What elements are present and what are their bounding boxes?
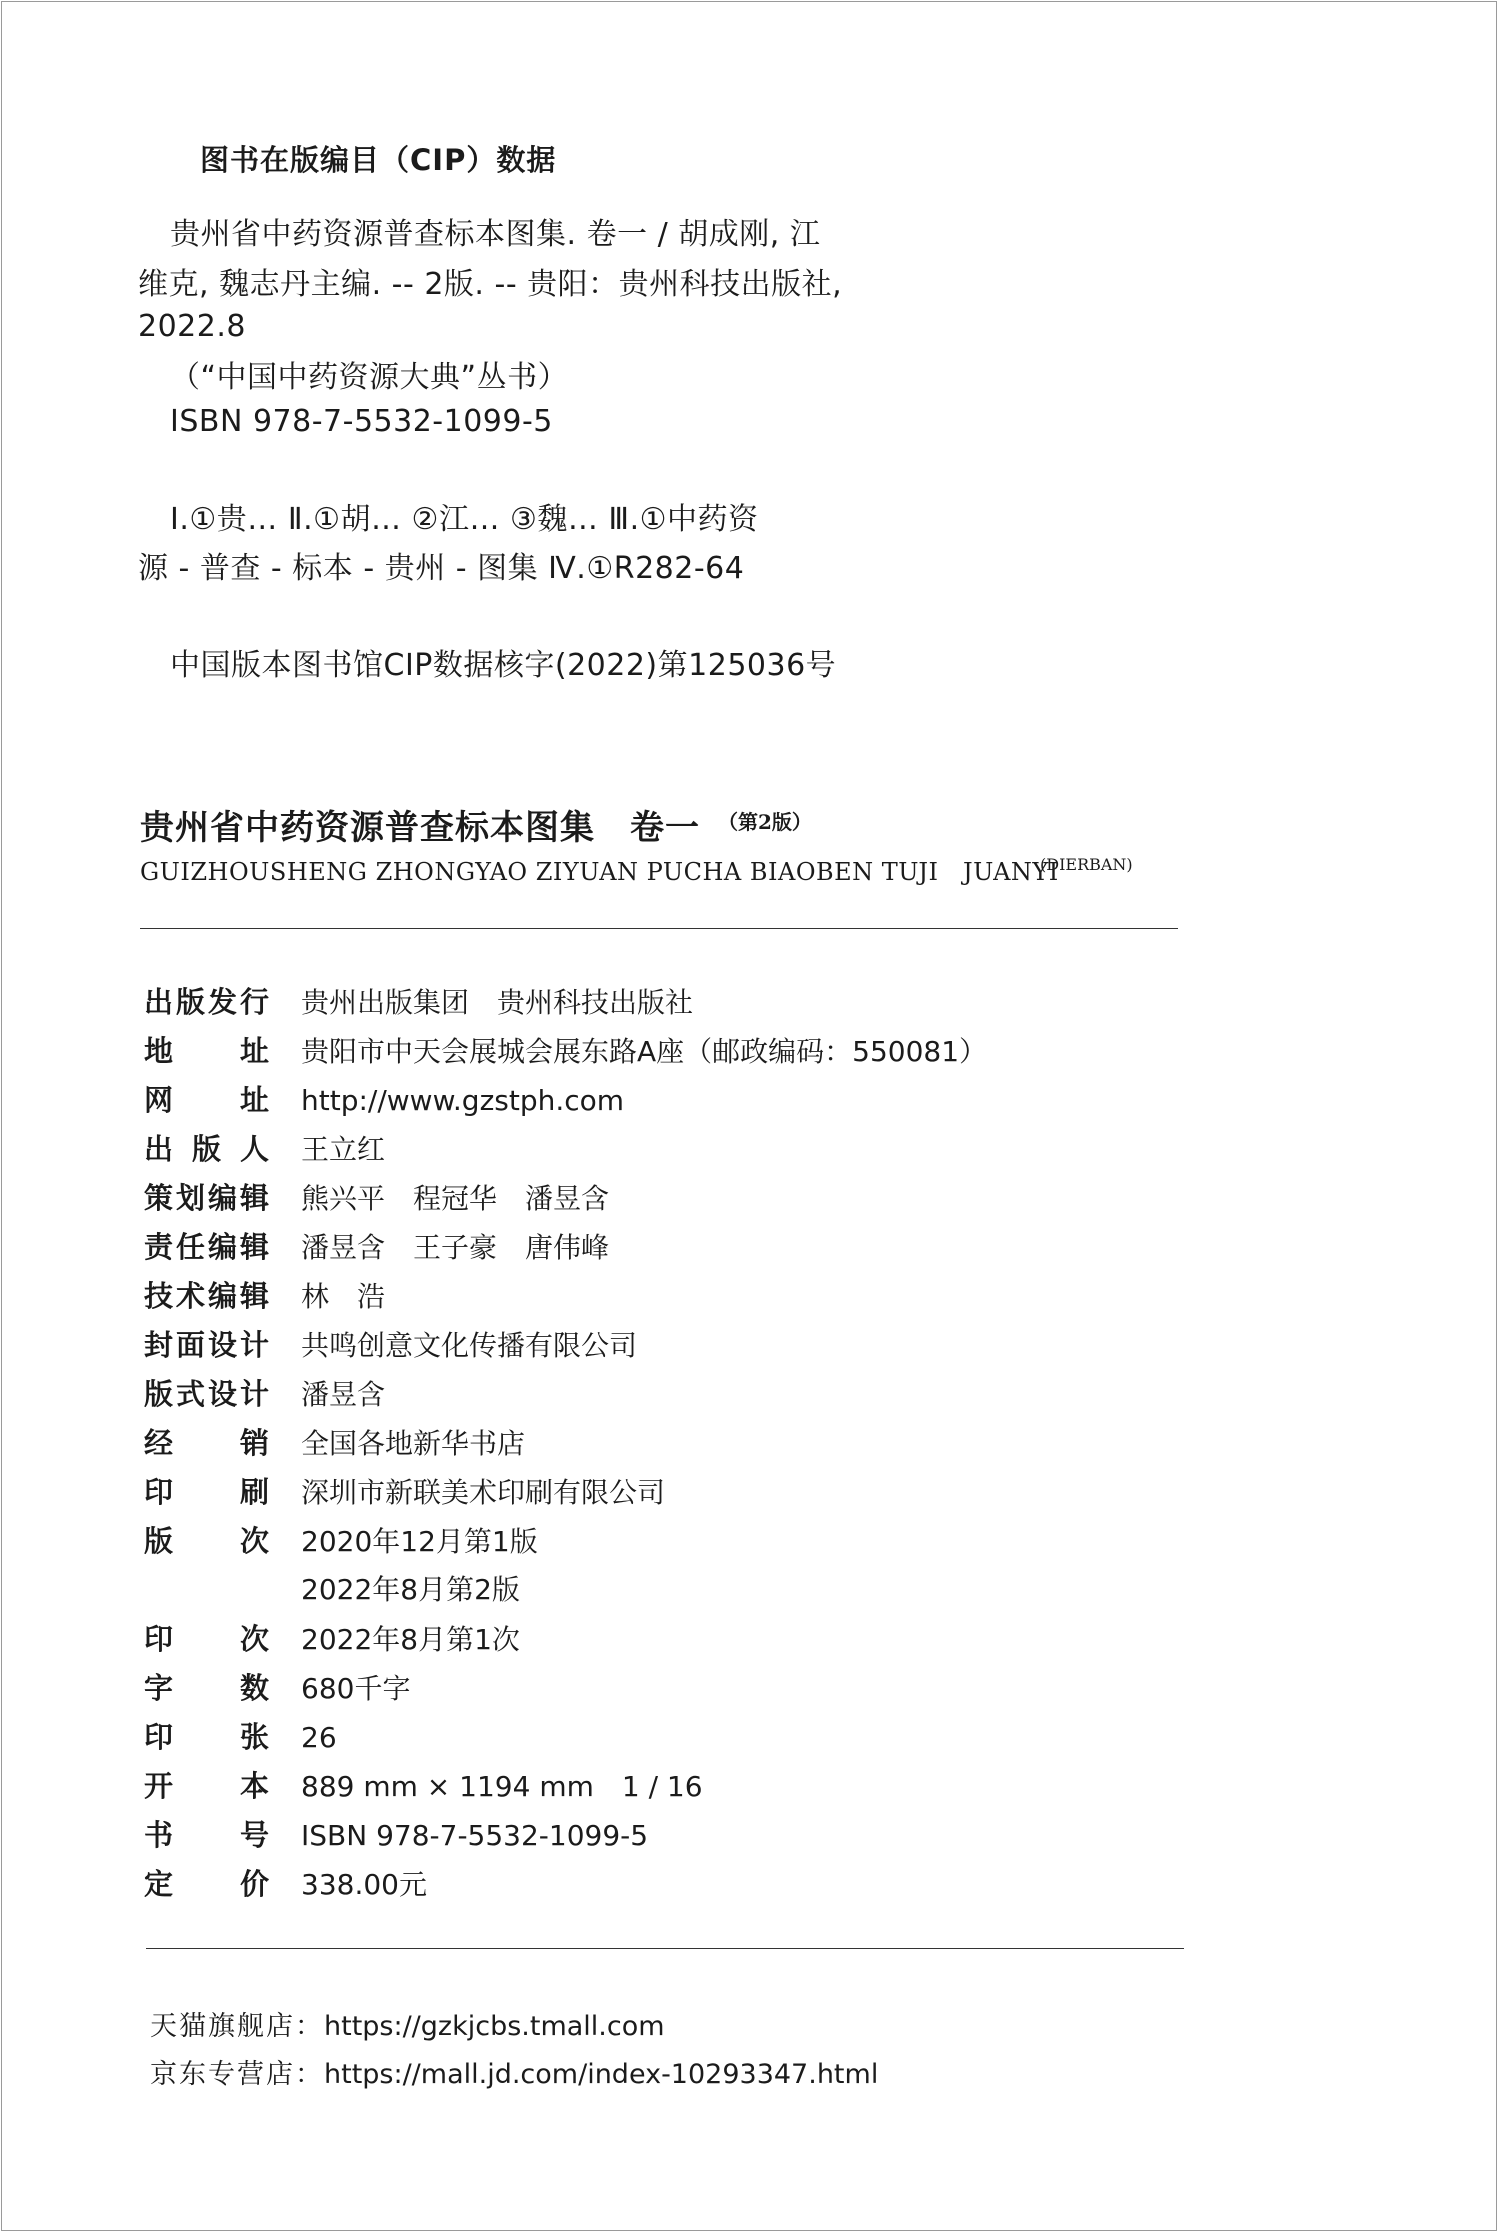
cip-line: ISBN 978-7-5532-1099-5 bbox=[170, 404, 553, 439]
info-value: 林 浩 bbox=[301, 1280, 386, 1313]
info-label: 印 张 bbox=[144, 1720, 269, 1754]
info-value: 2020年12月第1版 bbox=[301, 1525, 538, 1558]
divider-bottom bbox=[146, 1948, 1184, 1949]
info-row bbox=[144, 1470, 1184, 1519]
edition-label: （第2版） bbox=[718, 810, 812, 834]
info-value: 2022年8月第2版 bbox=[301, 1573, 520, 1606]
info-row bbox=[144, 1323, 1184, 1372]
info-value: 889 mm × 1194 mm 1 / 16 bbox=[301, 1770, 703, 1803]
info-value: 338.00元 bbox=[301, 1868, 427, 1901]
info-value: http://www.gzstph.com bbox=[301, 1084, 625, 1117]
info-label: 封 面 设 计 bbox=[144, 1328, 269, 1362]
cip-line: 维克, 魏志丹主编. -- 2版. -- 贵阳：贵州科技出版社, bbox=[138, 267, 843, 302]
info-value: 2022年8月第1次 bbox=[301, 1623, 520, 1656]
store-tmall bbox=[150, 2004, 665, 2043]
info-row bbox=[144, 1568, 1184, 1617]
cip-line: 贵州省中药资源普查标本图集. 卷一 / 胡成刚, 江 bbox=[170, 217, 821, 252]
store-label: 天猫旗舰店： bbox=[150, 2011, 324, 2042]
info-row bbox=[144, 1225, 1184, 1274]
divider-top bbox=[140, 928, 1178, 929]
store-label: 京东专营店： bbox=[150, 2059, 324, 2090]
info-row bbox=[144, 1372, 1184, 1421]
book-title: 贵州省中药资源普查标本图集 卷一 bbox=[140, 808, 700, 848]
info-row bbox=[144, 1666, 1184, 1715]
info-label: 印 次 bbox=[144, 1622, 269, 1656]
info-value: 深圳市新联美术印刷有限公司 bbox=[301, 1476, 666, 1509]
info-row bbox=[144, 1862, 1184, 1911]
edition-pinyin: (DIERBAN) bbox=[1040, 855, 1133, 874]
info-row bbox=[144, 1519, 1184, 1568]
info-label: 技 术 编 辑 bbox=[144, 1279, 269, 1313]
info-value: 680千字 bbox=[301, 1672, 411, 1705]
info-label: 出 版 人 bbox=[144, 1132, 269, 1166]
info-value: 熊兴平 程冠华 潘昱含 bbox=[301, 1182, 610, 1215]
book-title-pinyin: GUIZHOUSHENG ZHONGYAO ZIYUAN PUCHA BIAOBEN TUJI JUANYI bbox=[140, 858, 1059, 886]
cip-line: （“中国中药资源大典”丛书） bbox=[170, 360, 569, 395]
cip-line: Ⅰ.①贵… Ⅱ.①胡… ②江… ③魏… Ⅲ.①中药资 bbox=[170, 502, 759, 537]
info-label: 字 数 bbox=[144, 1671, 269, 1705]
info-value: 贵阳市中天会展城会展东路A座（邮政编码：550081） bbox=[301, 1035, 988, 1068]
info-label: 地 址 bbox=[144, 1034, 269, 1068]
info-label: 定 价 bbox=[144, 1867, 269, 1901]
publication-info bbox=[144, 980, 1184, 1911]
info-row bbox=[144, 1715, 1184, 1764]
store-jd bbox=[150, 2052, 878, 2091]
info-value: 潘昱含 王子豪 唐伟峰 bbox=[301, 1231, 610, 1264]
info-value: ISBN 978-7-5532-1099-5 bbox=[301, 1819, 649, 1852]
info-value: 26 bbox=[301, 1721, 337, 1754]
info-value: 全国各地新华书店 bbox=[301, 1427, 526, 1460]
cip-line: 2022.8 bbox=[138, 309, 246, 344]
info-row bbox=[144, 1127, 1184, 1176]
info-value: 共鸣创意文化传播有限公司 bbox=[301, 1329, 638, 1362]
info-row bbox=[144, 1274, 1184, 1323]
info-row bbox=[144, 1078, 1184, 1127]
info-value: 潘昱含 bbox=[301, 1378, 386, 1411]
info-row bbox=[144, 1764, 1184, 1813]
info-value: 贵州出版集团 贵州科技出版社 bbox=[301, 986, 694, 1019]
info-label: 网 址 bbox=[144, 1083, 269, 1117]
info-row bbox=[144, 1421, 1184, 1470]
info-label: 印 刷 bbox=[144, 1475, 269, 1509]
info-label: 责 任 编 辑 bbox=[144, 1230, 269, 1264]
info-value: 王立红 bbox=[301, 1133, 386, 1166]
info-label: 出 版 发 行 bbox=[144, 985, 269, 1019]
cip-line: 源 - 普查 - 标本 - 贵州 - 图集 Ⅳ.①R282-64 bbox=[138, 551, 745, 586]
info-label: 开 本 bbox=[144, 1769, 269, 1803]
cip-heading: 图书在版编目（CIP）数据 bbox=[200, 143, 557, 177]
info-label: 书 号 bbox=[144, 1818, 269, 1852]
info-label: 版 次 bbox=[144, 1524, 269, 1558]
store-url-tmall[interactable]: https://gzkjcbs.tmall.com bbox=[324, 2011, 665, 2042]
info-label: 版 式 设 计 bbox=[144, 1377, 269, 1411]
store-url-jd[interactable]: https://mall.jd.com/index-10293347.html bbox=[324, 2059, 879, 2090]
info-row bbox=[144, 1617, 1184, 1666]
cip-number: 中国版本图书馆CIP数据核字(2022)第125036号 bbox=[170, 648, 837, 683]
info-row bbox=[144, 1813, 1184, 1862]
info-row bbox=[144, 980, 1184, 1029]
info-label: 经 销 bbox=[144, 1426, 269, 1460]
info-row bbox=[144, 1029, 1184, 1078]
info-row bbox=[144, 1176, 1184, 1225]
info-label: 策 划 编 辑 bbox=[144, 1181, 269, 1215]
